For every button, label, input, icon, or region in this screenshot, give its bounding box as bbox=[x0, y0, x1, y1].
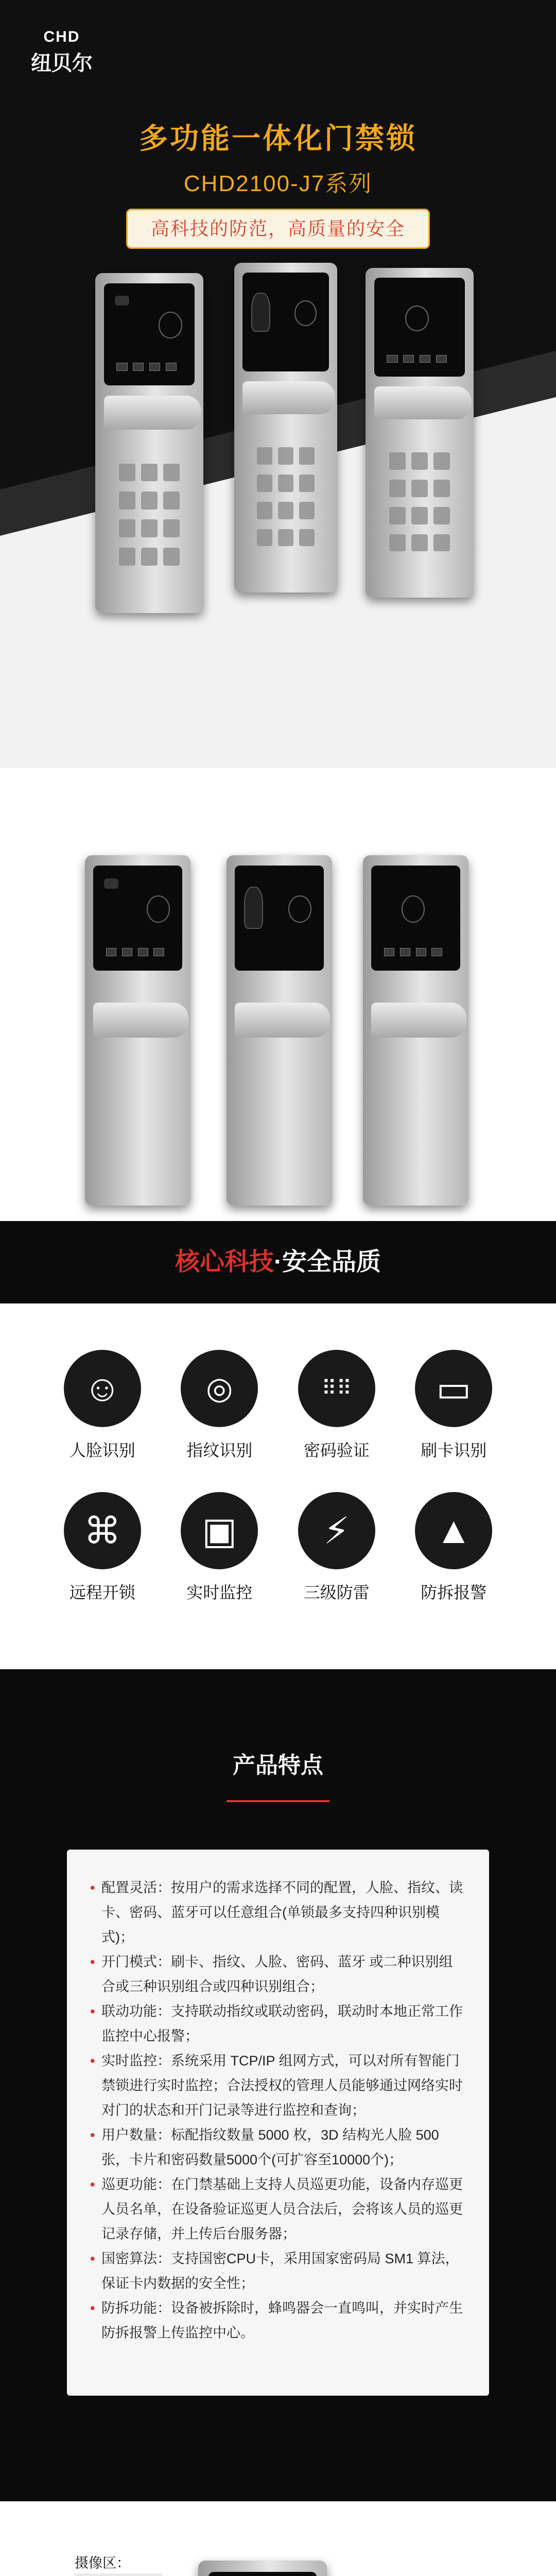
keypad-icon: ⠿⠿ bbox=[298, 1350, 375, 1427]
lightning-icon: ⚡ bbox=[298, 1492, 375, 1569]
tech-item-label: 刷卡识别 bbox=[421, 1441, 487, 1460]
core-tech-title: 核心科技 bbox=[175, 1248, 274, 1276]
tech-item-label: 三级防雷 bbox=[303, 1583, 370, 1602]
tech-item bbox=[278, 1492, 395, 1603]
lock-image-face-nokey bbox=[85, 855, 190, 1206]
tech-item bbox=[395, 1350, 513, 1461]
tech-item bbox=[278, 1350, 395, 1461]
alarm-icon: ▲ bbox=[415, 1492, 492, 1569]
tech-item-label: 防拆报警 bbox=[421, 1583, 487, 1602]
feature-item: • 配置灵活：按用户的需求选择不同的配置，人脸、指纹、读卡、密码、蓝牙可以任意组合(单锁最多支持四种识别模式)； bbox=[90, 1875, 466, 1950]
core-tech-section bbox=[0, 1221, 556, 1669]
feature-item: • 开门模式：刷卡、指纹、人脸、密码、蓝牙 或二种识别组合或三种识别组合或四种识别组合； bbox=[90, 1950, 466, 1999]
feature-item: • 防拆功能：设备被拆除时，蜂鸣器会一直鸣叫，并实时产生防拆报警上传监控中心。 bbox=[90, 2296, 466, 2345]
card-icon: ▭ bbox=[415, 1350, 492, 1427]
hero-subtitle: CHD2100-J7系列 bbox=[183, 171, 373, 196]
lock-diagram-face bbox=[198, 2561, 327, 2576]
lock-image-card-nokey bbox=[363, 855, 468, 1206]
brand-logo bbox=[31, 28, 93, 76]
core-tech-banner bbox=[0, 1221, 556, 1303]
features-section bbox=[0, 1669, 556, 2501]
tech-item-label: 人脸识别 bbox=[69, 1441, 135, 1460]
features-title: 产品特点 bbox=[233, 1753, 323, 1778]
diagram-section bbox=[0, 2501, 556, 2576]
feature-item: • 用户数量：标配指纹数量 5000 枚，3D 结构光人脸 500 张，卡片和密码数量5000个(可扩容至10000个)； bbox=[90, 2123, 466, 2172]
feature-icon-grid bbox=[44, 1350, 512, 1603]
tech-item bbox=[161, 1350, 279, 1461]
lock-image-finger-nokey bbox=[227, 855, 332, 1206]
feature-item: • 国密算法：支持国密CPU卡，采用国家密码局 SM1 算法，保证卡内数据的安全性； bbox=[90, 2246, 466, 2296]
brand-name: 纽贝尔 bbox=[31, 52, 93, 75]
hero-title: 多功能一体化门禁锁 bbox=[139, 122, 417, 155]
tech-item bbox=[44, 1492, 161, 1603]
hero-slogan: 高科技的防范，高质量的安全 bbox=[126, 209, 430, 249]
features-list bbox=[67, 1850, 489, 2396]
callout-camera bbox=[75, 2553, 162, 2576]
core-tech-subtitle: 安全品质 bbox=[282, 1248, 381, 1276]
lock-image-face-front bbox=[95, 273, 203, 613]
feature-item: • 实时监控：系统采用 TCP/IP 组网方式，可以对所有智能门禁锁进行实时监控；合法授权的管理人员能够通过网络实时对门的状态和开门记录等进行监控和查询； bbox=[90, 2048, 466, 2123]
tech-item bbox=[395, 1492, 513, 1603]
callout-camera-heading: 摄像区： bbox=[75, 2555, 130, 2571]
tech-item-label: 实时监控 bbox=[186, 1583, 253, 1602]
monitor-icon: ▣ bbox=[181, 1492, 258, 1569]
lock-image-card-front bbox=[366, 268, 474, 598]
tech-item bbox=[44, 1350, 161, 1461]
satellite-icon: ⌘ bbox=[64, 1492, 141, 1569]
core-tech-sep: · bbox=[274, 1248, 282, 1276]
fingerprint-icon: ◎ bbox=[181, 1350, 258, 1427]
callout-camera-value bbox=[75, 2573, 162, 2576]
tech-item-label: 指纹识别 bbox=[186, 1441, 253, 1460]
hero-section bbox=[0, 0, 556, 1221]
features-divider bbox=[227, 1800, 329, 1802]
feature-item: • 联动功能：支持联动指纹或联动密码，联动时本地正常工作监控中心报警； bbox=[90, 1999, 466, 2048]
face-icon: ☺ bbox=[64, 1350, 141, 1427]
feature-item: • 巡更功能：在门禁基础上支持人员巡更功能，设备内存巡更人员名单，在设备验证巡更人员合法后，会将该人员的巡更记录存储，并上传后台服务器； bbox=[90, 2172, 466, 2246]
lock-image-finger-angle bbox=[234, 263, 337, 592]
brand-mark: CHD bbox=[43, 28, 80, 45]
tech-item-label: 远程开锁 bbox=[69, 1583, 135, 1602]
tech-item bbox=[161, 1492, 279, 1603]
tech-item-label: 密码验证 bbox=[303, 1441, 370, 1460]
